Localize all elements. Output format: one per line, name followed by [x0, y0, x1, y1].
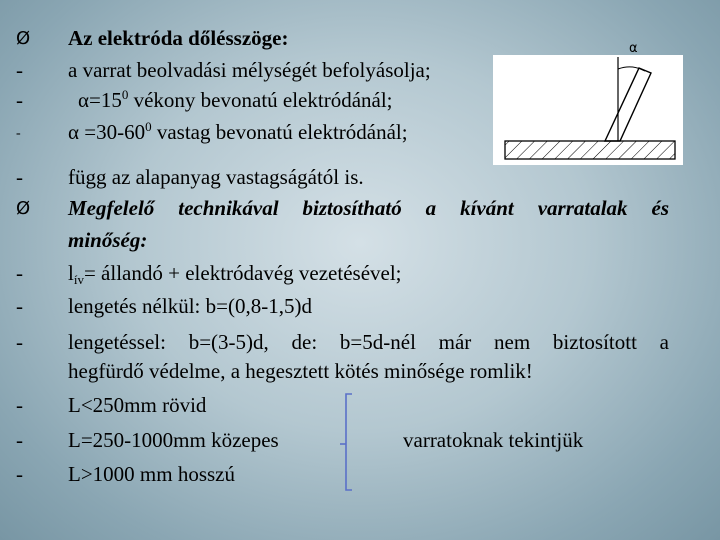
group-label: varratoknak tekintjük [403, 428, 584, 452]
angle-description: vastag bevonatú elektródánál; [151, 120, 408, 144]
bullet-text: a varrat beolvadási mélységét befolyásolja; [68, 58, 431, 82]
dash-bullet: - [16, 88, 23, 112]
electrode-diagram [493, 41, 683, 165]
heading-technique-continued: minőség: [68, 228, 148, 252]
dash-bullet: - [16, 294, 23, 318]
angle-label: α [629, 41, 638, 56]
dash-bullet: - [16, 58, 23, 82]
electrode-rod [605, 68, 651, 141]
degree-superscript: 0 [121, 87, 129, 102]
dash-bullet: - [16, 126, 21, 141]
angle-description: vékony bevonatú elektródánál; [128, 88, 393, 112]
dash-bullet: - [16, 330, 23, 354]
bullet-text: lengetés nélkül: b=(0,8-1,5)d [68, 294, 312, 318]
base-plate [505, 141, 675, 159]
bullet-text-arc-length [68, 261, 402, 285]
arrow-bullet-icon: Ø [16, 198, 31, 219]
bullet-text-weaving-continued: hegfürdő védelme, a hegesztett kötés minősége romlik! [68, 359, 533, 383]
dash-bullet: - [16, 165, 23, 189]
bullet-text: függ az alapanyag vastagságától is. [68, 165, 364, 189]
heading-electrode-angle: Az elektróda dőlésszöge: [68, 26, 289, 50]
group-bracket [338, 392, 358, 492]
arc-length-symbol: l [68, 261, 74, 285]
dash-bullet: - [16, 462, 23, 486]
heading-technique: Megfelelő technikával biztosítható a kívánt varratalak és [68, 196, 669, 220]
arc-subscript: ív [73, 272, 84, 287]
angle-value: α =30-60 [68, 120, 146, 144]
bullet-text-long: L>1000 mm hosszú [68, 462, 236, 486]
angle-arc [618, 67, 645, 71]
bullet-text-short: L<250mm rövid [68, 393, 207, 417]
arrow-bullet-icon: Ø [16, 28, 31, 49]
bullet-text-thick-coating [68, 120, 408, 144]
bullet-text-medium: L=250-1000mm közepes [68, 428, 279, 452]
dash-bullet: - [16, 393, 23, 417]
bullet-text-thin-coating [78, 88, 393, 112]
degree-superscript: 0 [145, 119, 152, 134]
dash-bullet: - [16, 261, 23, 285]
electrode-angle-figure [493, 41, 683, 165]
bullet-text-weaving: lengetéssel: b=(3-5)d, de: b=5d-nél már nem biztosított a [68, 330, 669, 354]
dash-bullet: - [16, 428, 23, 452]
arc-length-description: = állandó + elektródavég vezetésével; [83, 261, 402, 285]
angle-value: α=15 [78, 88, 122, 112]
